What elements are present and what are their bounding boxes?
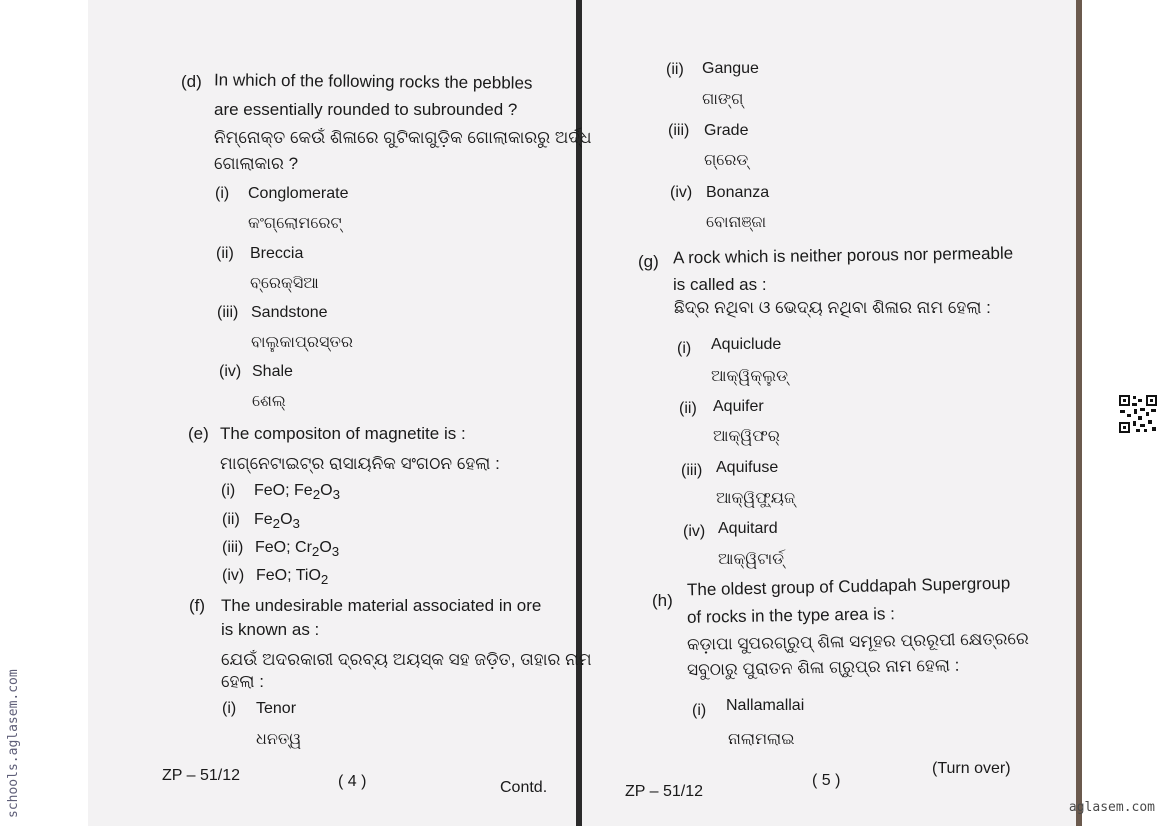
question-f-odia-line2: ହେଲା :: [221, 672, 264, 691]
option-odia: ବ୍ରେକ୍‌ସିଆ: [250, 275, 319, 292]
question-d-odia-line2: ଗୋଲାକାର ?: [214, 154, 299, 173]
option-number: (iii): [668, 122, 690, 139]
option-text: Aquifuse: [716, 459, 779, 476]
formula-text: FeO; $Cr_2O_3$: [255, 539, 340, 560]
option-text: Bonanza: [706, 184, 770, 201]
option-number: (iii): [222, 539, 244, 556]
option-number: (iii): [217, 304, 239, 321]
question-f-number: (f): [189, 596, 206, 615]
option-text: Shale: [252, 363, 293, 380]
option-number: (ii): [222, 511, 240, 528]
option-odia: ଆକ୍ୱିକ୍ଲୁଡ୍: [711, 368, 788, 385]
option-number: (iv): [683, 523, 706, 540]
question-d-text-line1: In which of the following rocks the pebbles: [213, 70, 533, 93]
option-text: Nallamallai: [726, 697, 805, 714]
option-odia: ଗାଙ୍ଗ୍: [702, 91, 744, 108]
page-number: ( 4 ): [338, 773, 367, 790]
right-page: [580, 0, 1080, 826]
option-text: Gangue: [702, 60, 759, 77]
formula-text: $Fe_2O_3$: [254, 511, 300, 532]
option-odia: ଆକ୍ୱିଫ୍ୟୁଜ୍: [716, 490, 796, 507]
option-odia: ନାଲାମଲାଇ: [728, 731, 795, 748]
question-f-text-line1: The undesirable material associated in ore: [221, 596, 542, 615]
book-spine: [576, 0, 582, 826]
option-number: (i): [215, 185, 230, 202]
question-g-text-line1: A rock which is neither porous nor permeable: [672, 243, 1014, 268]
option-odia: ବାଲୁକାପ୍ରସ୍ତର: [251, 334, 354, 351]
option-odia: ଆକ୍ୱିଟାର୍ଡ୍: [718, 551, 784, 568]
option-text: Aquifer: [713, 398, 764, 415]
paper-code: ZP – 51/12: [625, 783, 703, 800]
question-h-odia-line1: କଡ଼ାପା ସୁପରଗ୍ରୁପ୍ ଶିଳା ସମୂହର ପ୍ରରୂପୀ କ୍ଷେତ୍ରରେ: [686, 629, 1029, 654]
turn-over-label: (Turn over): [932, 760, 1011, 777]
left-page: [88, 0, 578, 826]
option-text: Aquiclude: [711, 336, 782, 353]
watermark-right: aglasem.com: [1068, 800, 1155, 815]
option-text: Conglomerate: [248, 185, 349, 202]
option-text: Breccia: [250, 245, 304, 262]
question-e-text: The compositon of magnetite is :: [220, 424, 466, 443]
option-odia: ଗ୍ରେଡ୍: [704, 152, 749, 169]
question-d-text-line2: are essentially rounded to subrounded ?: [214, 100, 518, 119]
watermark-left: schools.aglasem.com: [6, 669, 21, 818]
page-edge: [1076, 0, 1082, 826]
paper-code: ZP – 51/12: [162, 767, 240, 784]
option-number: (i): [677, 340, 692, 357]
question-g-odia: ଛିଦ୍ର ନଥିବା ଓ ଭେଦ୍ୟ ନଥିବା ଶିଳାର ନାମ ହେଲା :: [674, 298, 991, 317]
question-g-text-line2: is called as :: [673, 275, 767, 294]
option-number: (i): [221, 482, 236, 499]
option-number: (i): [222, 700, 237, 717]
contd-label: Contd.: [500, 779, 548, 796]
formula-text: FeO; TiO$_2$: [256, 567, 329, 588]
question-e-number: (e): [188, 424, 209, 443]
question-d-odia-line1: ନିମ୍ନୋକ୍ତ କେଉଁ ଶିଳାରେ ଗୁଟିକାଗୁଡ଼ିକ ଗୋଲାକାରରୁ ଅର୍ଦ୍ଧ: [214, 128, 592, 147]
option-odia: ବୋନାଞ୍ଜା: [706, 214, 767, 231]
option-number: (iv): [670, 184, 693, 201]
option-number: (i): [692, 702, 707, 719]
option-text: Aquitard: [718, 520, 778, 537]
option-number: (ii): [666, 61, 684, 78]
question-g-number: (g): [638, 252, 659, 271]
option-number: (ii): [216, 245, 234, 262]
option-number: (iv): [219, 363, 242, 380]
option-number: (iv): [222, 567, 245, 584]
page-number: ( 5 ): [812, 772, 841, 789]
question-d-number: (d): [181, 72, 202, 91]
option-odia: କଂଗ୍ଲୋମରେଟ୍: [248, 215, 342, 232]
question-h-text-line1: The oldest group of Cuddapah Supergroup: [686, 573, 1011, 600]
option-odia: ଧନତ୍ୱ: [256, 731, 302, 748]
option-odia: ଶେଲ୍: [252, 393, 286, 410]
option-number: (iii): [681, 462, 703, 479]
question-h-odia-line2: ସବୁଠାରୁ ପୁରାତନ ଶିଳା ଗ୍ରୁପ୍‌ର ନାମ ହେଲା :: [686, 655, 960, 680]
option-text: Grade: [704, 122, 749, 139]
option-text: Sandstone: [251, 304, 328, 321]
option-text: Tenor: [256, 700, 297, 717]
formula-text: FeO; $Fe_2O_3$: [254, 482, 340, 503]
question-e-odia: ମାଗ୍ନେଟାଇଟ୍‌ର ରାସାୟନିକ ସଂଗଠନ ହେଲା :: [220, 454, 500, 473]
question-h-number: (h): [652, 591, 673, 610]
question-h-text-line2: of rocks in the type area is :: [686, 604, 896, 627]
question-f-odia-line1: ଯେଉଁ ଅଦରକାରୀ ଦ୍ରବ୍ୟ ଅୟସ୍କ ସହ ଜଡ଼ିତ, ତାହାର ନାମ: [221, 650, 592, 669]
option-odia: ଆକ୍ୱିଫର୍: [713, 428, 780, 445]
option-number: (ii): [679, 400, 697, 417]
question-f-text-line2: is known as :: [221, 620, 320, 639]
qr-code-icon: [1118, 394, 1158, 434]
